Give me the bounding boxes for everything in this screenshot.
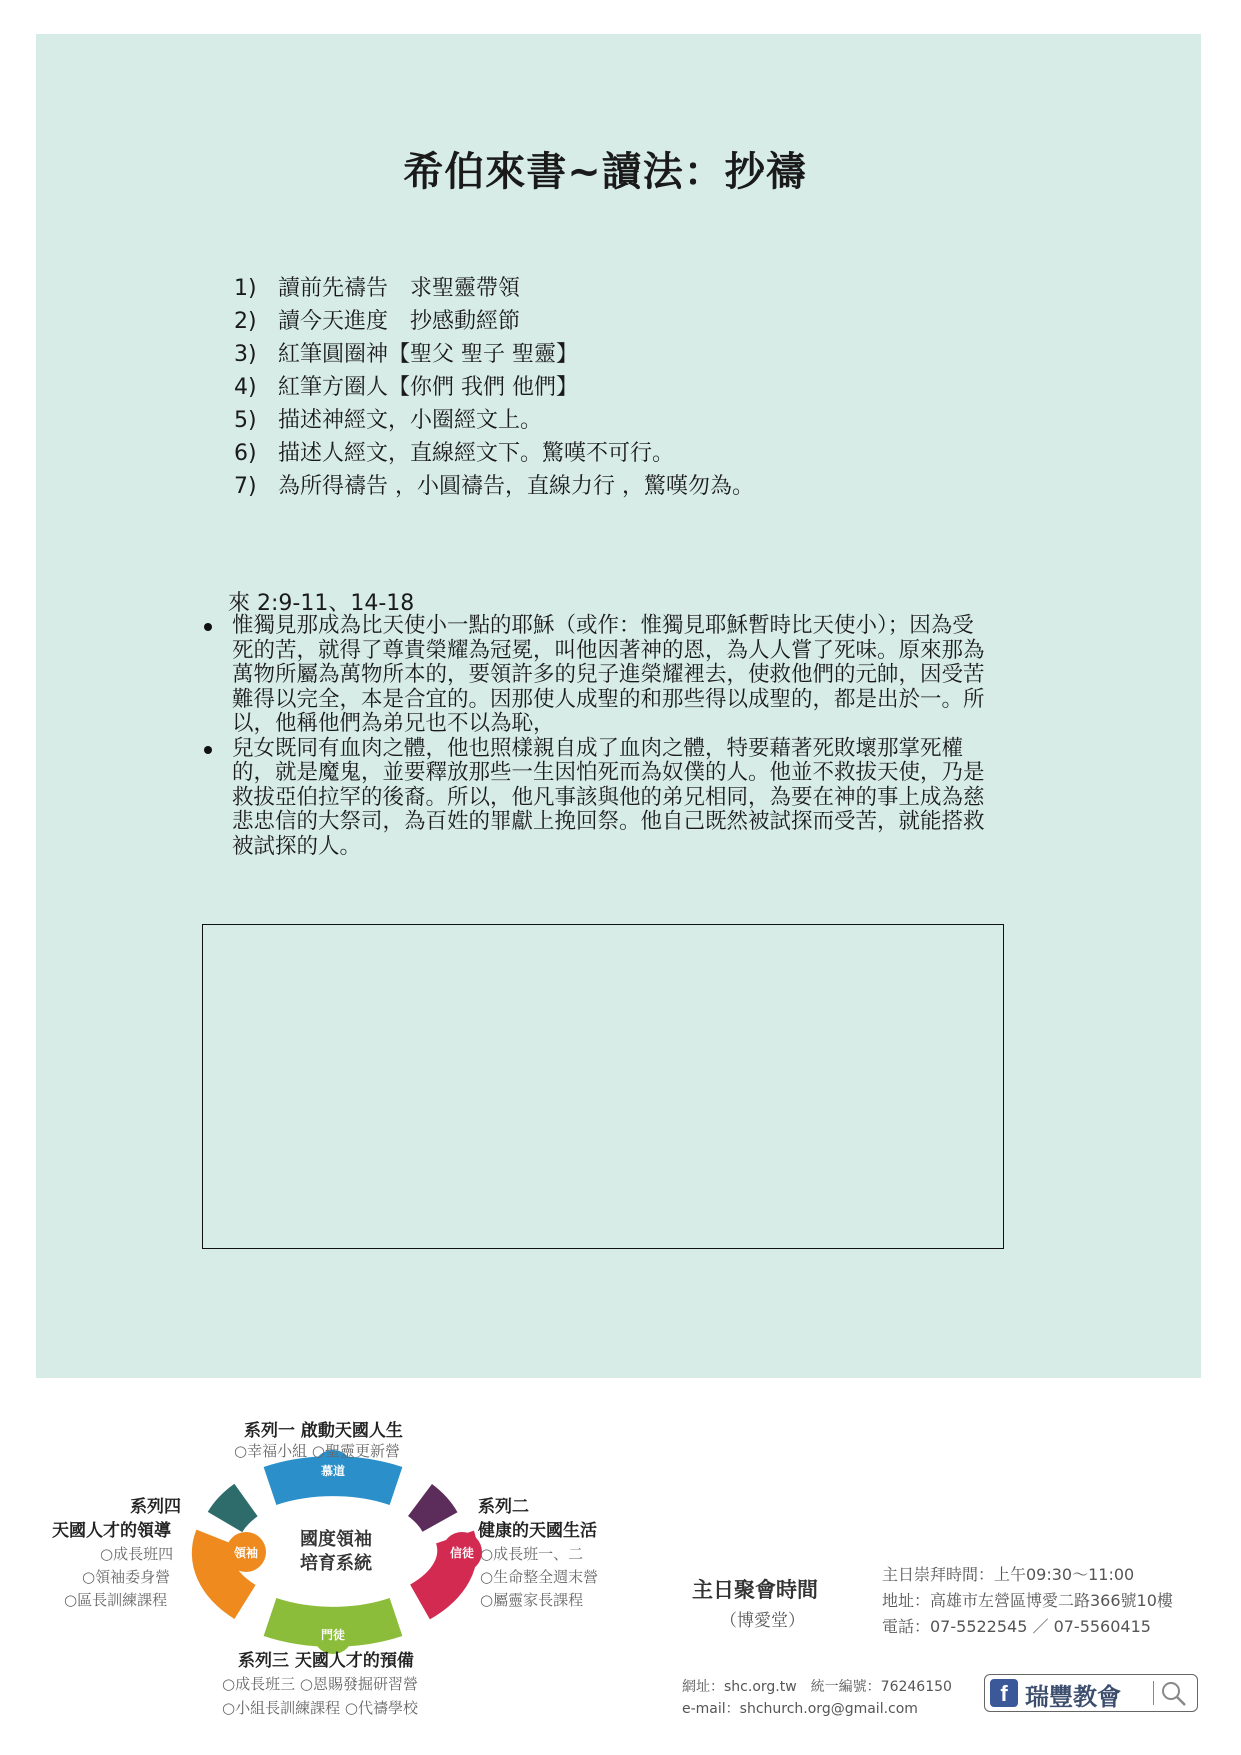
worship-location: （博愛堂） [720,1611,805,1631]
step-item [234,404,754,437]
step-item [234,470,754,503]
series3-title: 系列三 天國人才的預備 [238,1651,414,1671]
step-number: 1) [234,276,257,301]
notes-box[interactable] [202,924,1004,1249]
step-text: 紅筆圓圈神【聖父 聖子 聖靈】 [278,342,578,367]
step-text: 描述人經文，直線經文下。驚嘆不可行。 [278,441,675,466]
reading-steps [234,272,754,503]
ring-segment-topright [420,1500,440,1522]
series2-item: ○屬靈家長課程 [480,1591,584,1609]
website-line[interactable]: 網址：shc.org.tw 統一編號：76246150 [682,1679,952,1695]
divider [1153,1681,1154,1705]
step-text: 為所得禱告 ，小圓禱告，直線力行 ，驚嘆勿為。 [278,474,754,499]
step-number: 3) [234,342,257,367]
scripture-verses [204,614,994,859]
series4-item: ○領袖委身營 [82,1568,171,1586]
service-time: 主日崇拜時間：上午09:30～11:00 [882,1565,1135,1584]
step-item [234,338,754,371]
series2-title2: 健康的天國生活 [478,1521,597,1541]
search-icon[interactable] [1159,1679,1189,1709]
verse-paragraph: 惟獨見那成為比天使小一點的耶穌（或作：惟獨見耶穌暫時比天使小）；因為受死的苦，就得了尊貴榮耀為冠冕，叫他因著神的恩，為人人嘗了死味。原來那為萬物所屬為萬物所本的，要領許多的兒子進榮耀裡去，使救他們的元帥，因受苦難得以完全，本是合宜的。因那使人成聖的和那些得以成聖的，都是出於一。所以，他稱他們為弟兄也不以為恥， [204,614,994,737]
series3-item: ○成長班三 ○恩賜發掘研習營 [222,1675,418,1693]
diagram-center-title2: 培育系統 [300,1553,372,1574]
step-text: 描述神經文，小圈經文上。 [278,408,543,433]
facebook-page-name: 瑞豐教會 [1025,1683,1121,1711]
step-item [234,437,754,470]
series4-title: 系列四 [130,1497,181,1517]
step-item [234,305,754,338]
series2-item: ○生命整全週末營 [480,1568,599,1586]
series2-item: ○成長班一、二 [480,1545,584,1563]
series1-title: 系列一 啟動天國人生 [244,1421,403,1441]
ring-segment-topleft [225,1500,246,1522]
series4-item: ○成長班四 [100,1545,174,1563]
series4-item: ○區長訓練課程 [64,1591,168,1609]
ring-label-bottom: 門徒 [320,1628,346,1642]
series3-item: ○小組長訓練課程 ○代禱學校 [222,1699,418,1717]
facebook-icon: f [990,1679,1018,1707]
step-text: 讀前先禱告 求聖靈帶領 [278,276,521,301]
ring-label-top: 慕道 [320,1464,346,1478]
step-number: 6) [234,441,257,466]
step-text: 紅筆方圈人【你們 我們 他們】 [278,375,578,400]
church-address: 地址：高雄市左營區博愛二路366號10樓 [882,1591,1173,1610]
diagram-center-title: 國度領袖 [300,1529,372,1550]
verse-paragraph: 兒女既同有血肉之體，他也照樣親自成了血肉之體，特要藉著死敗壞那掌死權的，就是魔鬼，並要釋放那些一生因怕死而為奴僕的人。他並不救拔天使，乃是救拔亞伯拉罕的後裔。所以，他凡事該與他的弟兄相同，為要在神的事上成為慈悲忠信的大祭司，為百姓的罪獻上挽回祭。他自己既然被試探而受苦，就能搭救被試探的人。 [204,737,994,860]
scripture-reference: 來 2:9-11、14-18 [228,591,415,616]
facebook-search-box[interactable] [984,1674,1198,1712]
series2-title: 系列二 [478,1497,529,1517]
step-number: 2) [234,309,257,334]
worship-time-title: 主日聚會時間 [692,1578,818,1602]
step-number: 5) [234,408,257,433]
series4-title2: 天國人才的領導 [52,1521,171,1541]
ring-label-left: 領袖 [233,1546,259,1560]
church-phone: 電話：07-5522545 ／ 07-5560415 [882,1617,1151,1636]
email-line[interactable]: e-mail：shchurch.org@gmail.com [682,1701,918,1717]
page-title: 希伯來書~讀法：抄禱 [403,149,807,195]
series1-items: ○幸福小組 ○聖靈更新營 [234,1442,400,1460]
step-item [234,272,754,305]
step-number: 7) [234,474,257,499]
ring-label-right: 信徒 [449,1546,475,1560]
step-text: 讀今天進度 抄感動經節 [278,309,521,334]
step-item [234,371,754,404]
step-number: 4) [234,375,257,400]
